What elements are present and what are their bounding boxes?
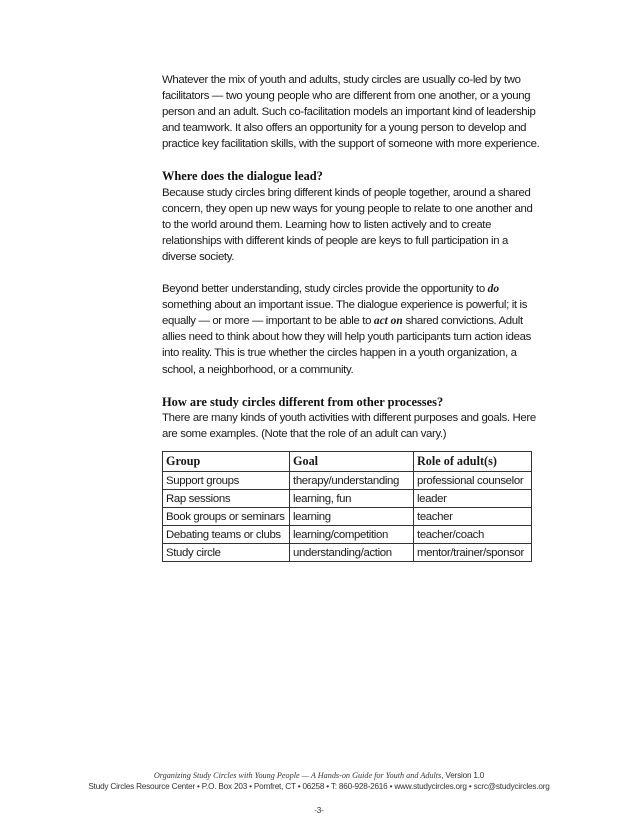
cell-role: professional counselor [414, 472, 532, 490]
header-goal: Goal [290, 452, 414, 472]
cell-group: Study circle [163, 544, 290, 562]
activities-table [162, 451, 532, 562]
cell-group: Debating teams or clubs [163, 526, 290, 544]
dialogue-body: Because study circles bring different kinds of people together, around a shared concern, they open up new ways for young people to relate to one another and to the world around them. Learning how to listen actively and to create relationships with different kinds of people are keys to full participation in a diverse society. [162, 186, 533, 263]
table-row [163, 508, 532, 526]
table-header-row [163, 452, 532, 472]
action-paragraph [162, 281, 542, 378]
table-row [163, 490, 532, 508]
action-text-3: shared convictions. Adult allies need to think about how they will help youth participants turn action ideas into reality. This is true whether the circles happen in a youth organization, a school, a neighborhood, or a community. [162, 315, 531, 376]
cell-group: Book groups or seminars [163, 508, 290, 526]
processes-body: There are many kinds of youth activities with different purposes and goals. Here are some examples. (Note that the role of an adult can vary.) [162, 411, 536, 440]
cell-group: Support groups [163, 472, 290, 490]
intro-paragraph: Whatever the mix of youth and adults, study circles are usually co-led by two facilitators — two young people who are different from one another, or a young person and an adult. Such co-facilitation models an important kind of leadership and teamwork. It also offers an opportunity for a young person to develop and practice key facilitation skills, with the support of someone with more experience. [162, 74, 540, 151]
cell-goal: learning, fun [290, 490, 414, 508]
footer-title-line [0, 771, 638, 780]
cell-goal: understanding/action [290, 544, 414, 562]
act-on-emphasis: act on [373, 315, 403, 328]
do-emphasis: do [487, 283, 500, 296]
main-content [162, 72, 542, 458]
cell-goal: learning [290, 508, 414, 526]
table-row [163, 526, 532, 544]
page-number: -3- [314, 806, 324, 815]
footer-version: , Version 1.0 [441, 771, 485, 780]
processes-section [162, 394, 542, 442]
cell-goal: learning/competition [290, 526, 414, 544]
cell-role: mentor/trainer/sponsor [414, 544, 532, 562]
cell-role: teacher/coach [414, 526, 532, 544]
dialogue-heading: Where does the dialogue lead? [162, 169, 323, 184]
action-text-2: something about an important issue. The dialogue experience is powerful; it is equally — or more — important to be able to [162, 299, 528, 328]
action-text-1: Beyond better understanding, study circles provide the opportunity to [162, 283, 488, 296]
header-role: Role of adult(s) [414, 452, 532, 472]
footer-title: Organizing Study Circles with Young People — A Hands-on Guide for Youth and Adults [153, 771, 442, 780]
cell-role: teacher [414, 508, 532, 526]
footer-contact: Study Circles Resource Center • P.O. Box 203 • Pomfret, CT • 06258 • T: 860-928-2616 • www.studycircles.org • scrc@studycircles.org [88, 782, 550, 791]
cell-group: Rap sessions [163, 490, 290, 508]
table-row [163, 544, 532, 562]
cell-role: leader [414, 490, 532, 508]
processes-heading: How are study circles different from other processes? [162, 394, 444, 409]
dialogue-section [162, 168, 542, 265]
header-group: Group [163, 452, 290, 472]
table-row [163, 472, 532, 490]
cell-goal: therapy/understanding [290, 472, 414, 490]
